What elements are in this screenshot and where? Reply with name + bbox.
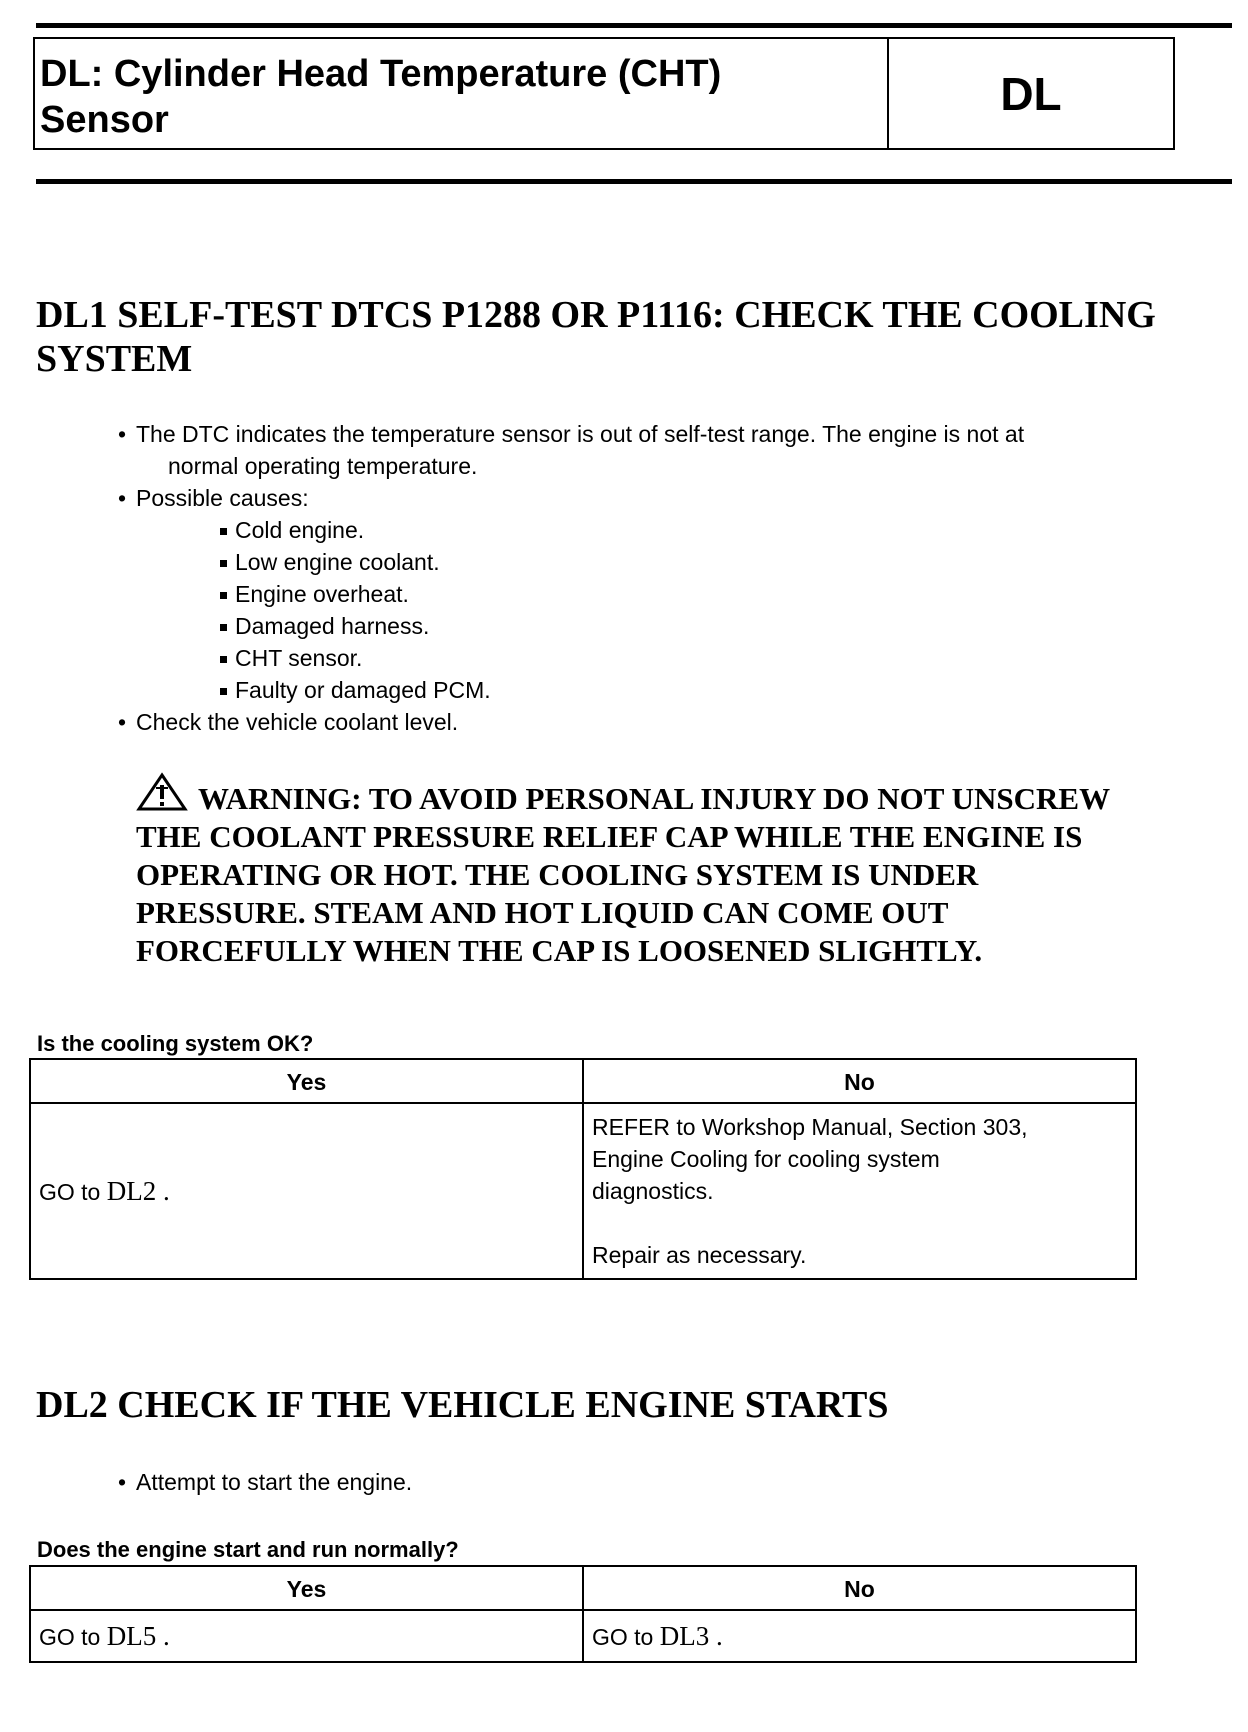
dl1-question: Is the cooling system OK? bbox=[37, 1031, 314, 1056]
bullet-text: Check the vehicle coolant level. bbox=[136, 709, 459, 735]
dl2-bullet-list bbox=[118, 1466, 412, 1498]
cause-item: Faulty or damaged PCM. bbox=[218, 674, 1208, 706]
warning-line: THE COOLANT PRESSURE RELIEF CAP WHILE THE ENGINE IS bbox=[136, 819, 1083, 854]
goto-step-link[interactable]: DL5 . bbox=[106, 1620, 170, 1651]
yes-cell bbox=[30, 1610, 583, 1662]
no-cell bbox=[583, 1103, 1136, 1279]
table-row bbox=[30, 1610, 1136, 1662]
top-rule bbox=[36, 23, 1232, 28]
table-row bbox=[30, 1103, 1136, 1279]
no-cell bbox=[583, 1610, 1136, 1662]
warning-line: PRESSURE. STEAM AND HOT LIQUID CAN COME OUT bbox=[136, 895, 949, 930]
goto-step-link[interactable]: DL2 . bbox=[106, 1175, 170, 1206]
no-cell-line: Engine Cooling for cooling system bbox=[592, 1146, 940, 1172]
cause-item: Damaged harness. bbox=[218, 610, 1208, 642]
dl2-result-table bbox=[29, 1565, 1137, 1663]
possible-causes-list bbox=[218, 514, 1208, 706]
no-cell-text bbox=[592, 1111, 1127, 1207]
table-header-row bbox=[30, 1059, 1136, 1103]
section-code: DL bbox=[1000, 67, 1062, 120]
yes-header: Yes bbox=[30, 1566, 583, 1610]
table-header-row bbox=[30, 1566, 1136, 1610]
yes-header: Yes bbox=[30, 1059, 583, 1103]
warning-triangle-icon bbox=[136, 772, 188, 812]
list-item bbox=[118, 482, 1208, 514]
goto-label: GO to bbox=[39, 1178, 101, 1205]
dl1-heading-line: SYSTEM bbox=[36, 338, 193, 380]
header-bottom-rule bbox=[36, 179, 1232, 184]
warning-line: OPERATING OR HOT. THE COOLING SYSTEM IS UNDER bbox=[136, 857, 979, 892]
dl1-heading bbox=[36, 293, 1226, 381]
list-item bbox=[118, 706, 1208, 738]
dl1-result-table bbox=[29, 1058, 1137, 1280]
goto-label: GO to bbox=[592, 1623, 654, 1650]
no-header: No bbox=[583, 1059, 1136, 1103]
page-header bbox=[33, 37, 1175, 150]
bullet-text: Possible causes: bbox=[136, 485, 309, 511]
warning-line bbox=[136, 772, 1216, 818]
page-title-line: Sensor bbox=[40, 99, 169, 141]
list-item bbox=[118, 418, 1208, 482]
no-cell-line: diagnostics. bbox=[592, 1178, 714, 1204]
no-cell-line: REFER to Workshop Manual, Section 303, bbox=[592, 1114, 1028, 1140]
cause-item: Engine overheat. bbox=[218, 578, 1208, 610]
bullet-text-continuation: normal operating temperature. bbox=[168, 453, 478, 479]
dl1-heading-line: DL1 SELF-TEST DTCS P1288 OR P1116: CHECK THE COOLING bbox=[36, 294, 1156, 336]
bullet-text: Attempt to start the engine. bbox=[136, 1469, 413, 1495]
bullet-text: The DTC indicates the temperature sensor is out of self-test range. The engine is not at bbox=[136, 421, 1025, 447]
warning-block bbox=[136, 772, 1216, 970]
list-item bbox=[118, 1466, 412, 1498]
no-header: No bbox=[583, 1566, 1136, 1610]
warning-text: WARNING: TO AVOID PERSONAL INJURY DO NOT UNSCREW bbox=[198, 781, 1111, 816]
page-title-line: DL: Cylinder Head Temperature (CHT) bbox=[40, 53, 722, 95]
page-title bbox=[35, 39, 889, 148]
goto-label: GO to bbox=[39, 1623, 101, 1650]
dl2-question: Does the engine start and run normally? bbox=[37, 1537, 459, 1562]
goto-step-link[interactable]: DL3 . bbox=[659, 1620, 723, 1651]
cause-item: CHT sensor. bbox=[218, 642, 1208, 674]
cause-item: Cold engine. bbox=[218, 514, 1208, 546]
yes-cell bbox=[30, 1103, 583, 1279]
warning-line: FORCEFULLY WHEN THE CAP IS LOOSENED SLIGHTLY. bbox=[136, 933, 983, 968]
no-cell-line: Repair as necessary. bbox=[592, 1242, 807, 1268]
dl1-bullet-list bbox=[118, 418, 1208, 738]
cause-item: Low engine coolant. bbox=[218, 546, 1208, 578]
dl2-heading: DL2 CHECK IF THE VEHICLE ENGINE STARTS bbox=[36, 1384, 889, 1426]
